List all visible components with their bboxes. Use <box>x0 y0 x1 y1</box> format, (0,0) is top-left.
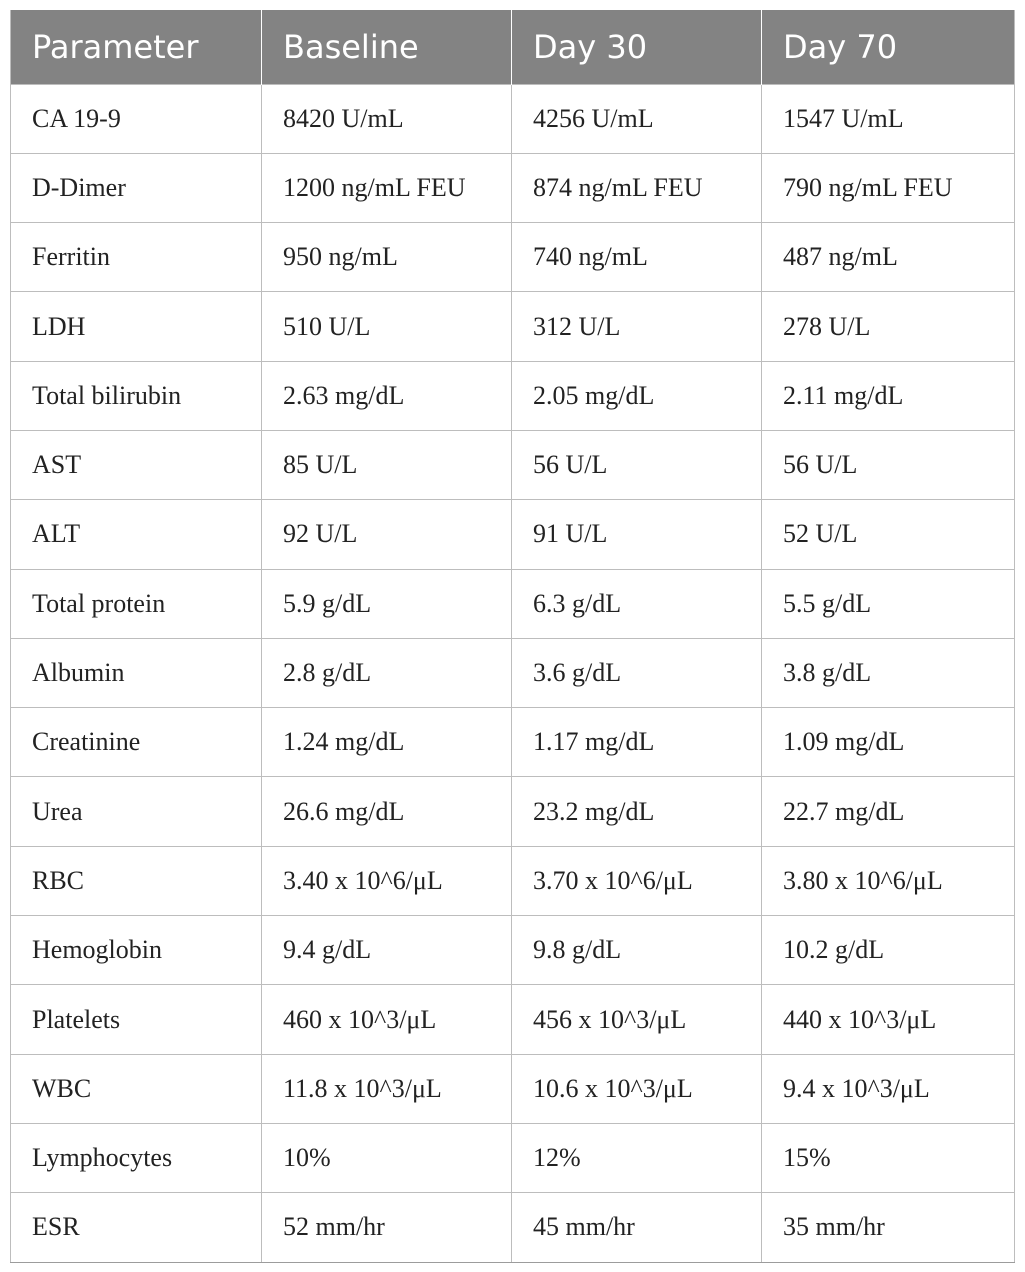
day-70-cell: 2.11 mg/dL <box>762 361 1015 430</box>
header-day-70: Day 70 <box>762 10 1015 84</box>
baseline-cell: 10% <box>262 1123 512 1192</box>
day-70-cell: 9.4 x 10^3/μL <box>762 1054 1015 1123</box>
table-row <box>11 84 1015 153</box>
day-70-cell: 22.7 mg/dL <box>762 777 1015 846</box>
header-parameter: Parameter <box>11 10 262 84</box>
day-30-cell: 4256 U/mL <box>512 84 762 153</box>
table-header-row <box>11 10 1015 84</box>
baseline-cell: 8420 U/mL <box>262 84 512 153</box>
day-70-cell: 3.8 g/dL <box>762 638 1015 707</box>
table-row <box>11 1193 1015 1262</box>
day-70-cell: 1547 U/mL <box>762 84 1015 153</box>
table-row <box>11 638 1015 707</box>
day-70-cell: 56 U/L <box>762 430 1015 499</box>
baseline-cell: 1.24 mg/dL <box>262 708 512 777</box>
parameter-cell: Urea <box>11 777 262 846</box>
baseline-cell: 460 x 10^3/μL <box>262 985 512 1054</box>
header-day-30: Day 30 <box>512 10 762 84</box>
day-70-cell: 5.5 g/dL <box>762 569 1015 638</box>
parameter-cell: CA 19-9 <box>11 84 262 153</box>
day-70-cell: 1.09 mg/dL <box>762 708 1015 777</box>
day-70-cell: 15% <box>762 1123 1015 1192</box>
baseline-cell: 92 U/L <box>262 500 512 569</box>
table-row <box>11 500 1015 569</box>
baseline-cell: 11.8 x 10^3/μL <box>262 1054 512 1123</box>
day-30-cell: 6.3 g/dL <box>512 569 762 638</box>
parameter-cell: D-Dimer <box>11 153 262 222</box>
table-row <box>11 916 1015 985</box>
parameter-cell: LDH <box>11 292 262 361</box>
baseline-cell: 950 ng/mL <box>262 223 512 292</box>
table-row <box>11 1123 1015 1192</box>
table-row <box>11 223 1015 292</box>
day-30-cell: 3.70 x 10^6/μL <box>512 846 762 915</box>
parameter-cell: Total protein <box>11 569 262 638</box>
day-70-cell: 10.2 g/dL <box>762 916 1015 985</box>
day-70-cell: 790 ng/mL FEU <box>762 153 1015 222</box>
parameter-cell: Ferritin <box>11 223 262 292</box>
baseline-cell: 26.6 mg/dL <box>262 777 512 846</box>
baseline-cell: 1200 ng/mL FEU <box>262 153 512 222</box>
baseline-cell: 5.9 g/dL <box>262 569 512 638</box>
parameter-cell: RBC <box>11 846 262 915</box>
table-row <box>11 292 1015 361</box>
baseline-cell: 3.40 x 10^6/μL <box>262 846 512 915</box>
day-30-cell: 12% <box>512 1123 762 1192</box>
header-baseline: Baseline <box>262 10 512 84</box>
day-30-cell: 312 U/L <box>512 292 762 361</box>
day-30-cell: 9.8 g/dL <box>512 916 762 985</box>
table-row <box>11 985 1015 1054</box>
parameter-cell: Platelets <box>11 985 262 1054</box>
table-row <box>11 708 1015 777</box>
parameter-cell: Creatinine <box>11 708 262 777</box>
parameter-cell: Hemoglobin <box>11 916 262 985</box>
table-body <box>11 84 1015 1262</box>
day-70-cell: 52 U/L <box>762 500 1015 569</box>
table-row <box>11 777 1015 846</box>
day-30-cell: 874 ng/mL FEU <box>512 153 762 222</box>
table-row <box>11 569 1015 638</box>
day-70-cell: 35 mm/hr <box>762 1193 1015 1262</box>
day-30-cell: 456 x 10^3/μL <box>512 985 762 1054</box>
baseline-cell: 2.63 mg/dL <box>262 361 512 430</box>
day-30-cell: 3.6 g/dL <box>512 638 762 707</box>
day-30-cell: 1.17 mg/dL <box>512 708 762 777</box>
baseline-cell: 510 U/L <box>262 292 512 361</box>
day-70-cell: 440 x 10^3/μL <box>762 985 1015 1054</box>
table-row <box>11 1054 1015 1123</box>
parameter-cell: Lymphocytes <box>11 1123 262 1192</box>
parameter-cell: ALT <box>11 500 262 569</box>
day-30-cell: 10.6 x 10^3/μL <box>512 1054 762 1123</box>
table-row <box>11 361 1015 430</box>
parameter-cell: WBC <box>11 1054 262 1123</box>
table-row <box>11 846 1015 915</box>
baseline-cell: 85 U/L <box>262 430 512 499</box>
day-70-cell: 3.80 x 10^6/μL <box>762 846 1015 915</box>
day-30-cell: 23.2 mg/dL <box>512 777 762 846</box>
parameter-cell: Albumin <box>11 638 262 707</box>
day-30-cell: 2.05 mg/dL <box>512 361 762 430</box>
day-30-cell: 56 U/L <box>512 430 762 499</box>
parameter-cell: ESR <box>11 1193 262 1262</box>
parameter-cell: AST <box>11 430 262 499</box>
lab-results-table-container <box>10 10 1014 1263</box>
day-70-cell: 278 U/L <box>762 292 1015 361</box>
day-30-cell: 45 mm/hr <box>512 1193 762 1262</box>
baseline-cell: 2.8 g/dL <box>262 638 512 707</box>
parameter-cell: Total bilirubin <box>11 361 262 430</box>
baseline-cell: 9.4 g/dL <box>262 916 512 985</box>
table-row <box>11 430 1015 499</box>
day-70-cell: 487 ng/mL <box>762 223 1015 292</box>
lab-results-table <box>10 10 1015 1263</box>
day-30-cell: 740 ng/mL <box>512 223 762 292</box>
baseline-cell: 52 mm/hr <box>262 1193 512 1262</box>
table-row <box>11 153 1015 222</box>
day-30-cell: 91 U/L <box>512 500 762 569</box>
